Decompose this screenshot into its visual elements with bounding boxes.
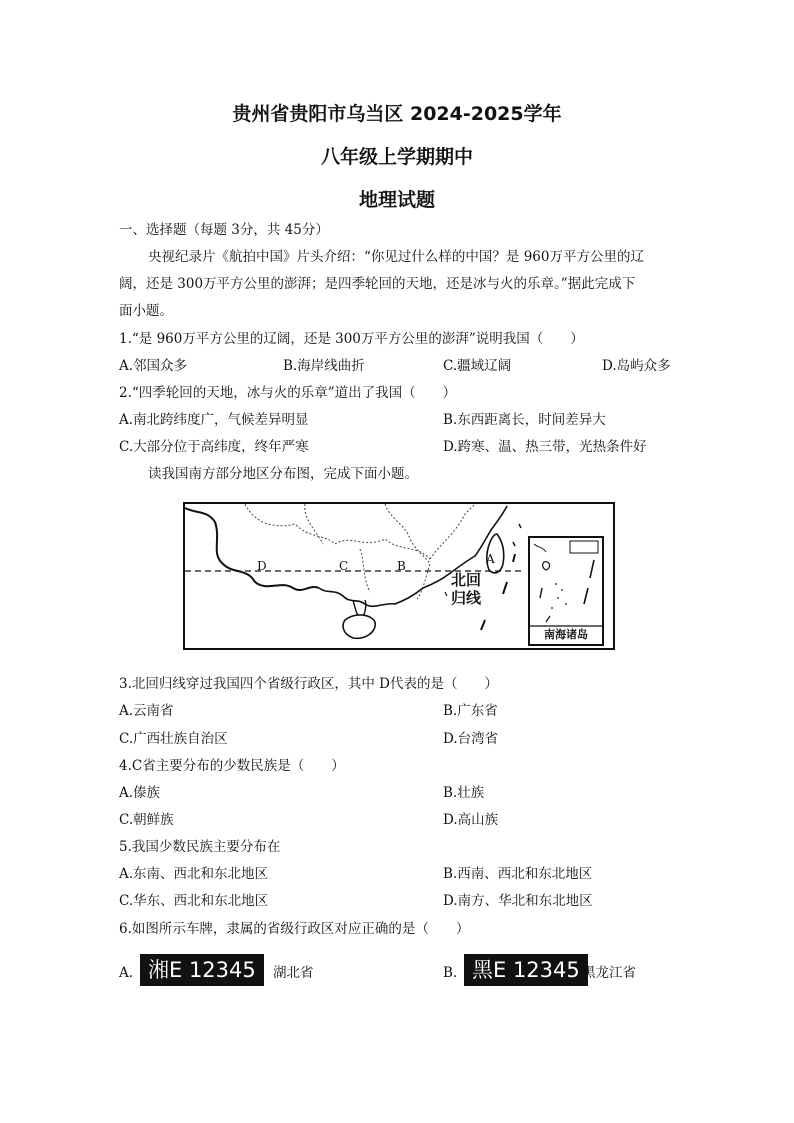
license-plate-a (140, 954, 264, 986)
section-heading: 一、选择题（每题 3分，共 45分） (119, 222, 329, 238)
q2-option-b: B.东西距离长，时间差异大 (443, 412, 606, 428)
q5-option-a: A.东南、西北和东北地区 (119, 866, 269, 882)
intro-line-1: 央视纪录片《航拍中国》片头介绍：“你见过什么样的中国？是 960万平方公里的辽 (148, 249, 644, 265)
q1-stem: 1.“是 960万平方公里的辽阔，还是 300万平方公里的澎湃”说明我国（ ） (119, 331, 584, 347)
q5-option-d: D.南方、华北和东北地区 (443, 893, 593, 909)
q4-option-c: C.朝鲜族 (119, 812, 174, 828)
q3-stem: 3.北回归线穿过我国四个省级行政区，其中 D代表的是（ ） (119, 676, 498, 692)
q3-option-c: C.广西壮族自治区 (119, 731, 228, 747)
q4-option-a: A.傣族 (119, 785, 161, 801)
south-china-sea-inset (528, 536, 604, 646)
q5-option-b: B.西南、西北和东北地区 (443, 866, 593, 882)
plate-a-text: 湘E 12345 (140, 954, 264, 986)
q1-option-b: B.海岸线曲折 (283, 358, 365, 374)
map-label-b: B (397, 559, 406, 573)
q4-option-b: B.壮族 (443, 785, 485, 801)
q6-option-b-letter: B. (443, 965, 458, 981)
exam-subtitle: 八年级上学期期中 (320, 146, 473, 168)
q2-option-d: D.跨寒、温、热三带，光热条件好 (443, 439, 647, 455)
q4-option-d: D.高山族 (443, 812, 499, 828)
q2-stem: 2.“四季轮回的天地，冰与火的乐章”道出了我国（ ） (119, 385, 457, 401)
q5-stem: 5.我国少数民族主要分布在 (119, 839, 281, 855)
q1-option-d: D.岛屿众多 (602, 358, 671, 374)
tropic-label-1: 北回 (451, 571, 482, 589)
map-label-a: A (486, 552, 495, 566)
q3-option-a: A.云南省 (119, 703, 174, 719)
q1-option-a: A.邻国众多 (119, 358, 188, 374)
map-intro: 读我国南方部分地区分布图，完成下面小题。 (148, 466, 418, 482)
plate-b-text: 黑E 12345 (464, 954, 588, 986)
q3-option-b: B.广东省 (443, 703, 498, 719)
exam-title: 贵州省贵阳市乌当区 2024-2025学年 (232, 103, 562, 125)
exam-subject: 地理试题 (358, 189, 435, 211)
inset-label: 南海诸岛 (544, 628, 588, 641)
map-label-d: D (257, 559, 267, 573)
q5-option-c: C.华东、西北和东北地区 (119, 893, 269, 909)
q1-option-c: C.疆域辽阔 (443, 358, 512, 374)
license-plate-b (464, 954, 588, 986)
map-label-c: C (339, 559, 349, 573)
intro-line-3: 面小题。 (119, 303, 173, 319)
q6-stem: 6.如图所示车牌，隶属的省级行政区对应正确的是（ ） (119, 921, 470, 937)
q2-option-a: A.南北跨纬度广，气候差异明显 (119, 412, 309, 428)
q6-option-b-text: 黑龙江省 (582, 965, 636, 981)
q3-option-d: D.台湾省 (443, 731, 499, 747)
q6-option-a-letter: A. (119, 965, 134, 981)
q2-option-c: C.大部分位于高纬度，终年严寒 (119, 439, 309, 455)
intro-line-2: 阔，还是 300万平方公里的澎湃；是四季轮回的天地，还是冰与火的乐章。”据此完成下 (119, 276, 636, 292)
tropic-label-2: 归线 (451, 589, 482, 607)
q6-option-a-text: 湖北省 (273, 965, 314, 981)
q4-stem: 4.C省主要分布的少数民族是（ ） (119, 758, 345, 774)
